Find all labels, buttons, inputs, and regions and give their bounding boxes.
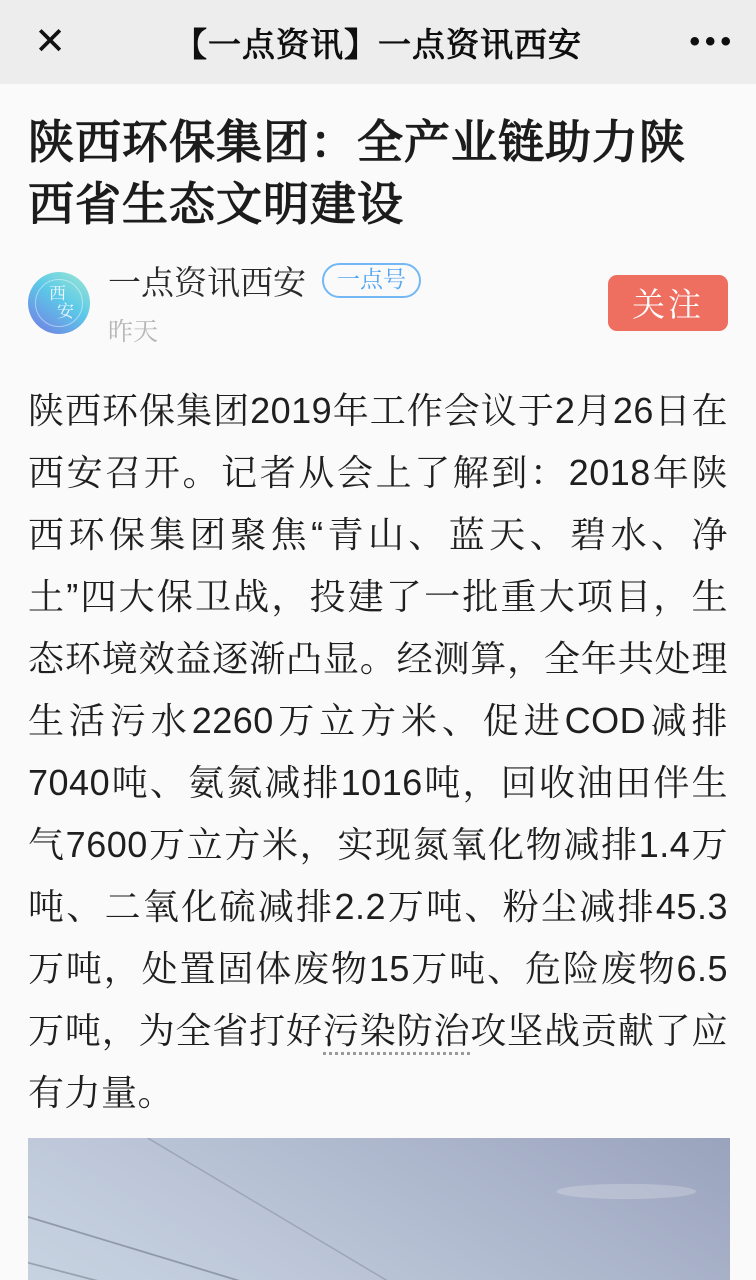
topbar [0,0,756,84]
avatar-char-top: 西 [49,283,66,303]
follow-button[interactable]: 关注 [608,275,728,331]
article-content [0,111,756,1280]
article-photo[interactable] [28,1138,730,1280]
village-mountain-photo [28,1138,730,1280]
close-icon[interactable]: ✕ [34,21,66,63]
avatar-char-bottom: 安 [57,301,74,321]
body-text-before: 陕西环保集团2019年工作会议于2月26日在西安召开。记者从会上了解到：2018年陕西环保集团聚焦“青山、蓝天、碧水、净土”四大保卫战，投建了一批重大项目，生态环境效益逐渐凸显。经测算，全年共处理生活污水2260万立方米、促进COD减排7040吨、氨氮减排1016吨，回收油田伴生气7600万立方米，实现氮氧化物减排1.4万吨、二氧化硫减排2.2万吨、粉尘减排45.3万吨，处置固体废物15万吨、危险废物6.5万吨，为全省打好 [28,390,728,1051]
author-avatar[interactable] [28,272,90,334]
article-body [28,380,728,1124]
keyword-link[interactable]: 污染防治 [323,1010,470,1055]
window-title: 【一点资讯】一点资讯西安 [174,25,582,63]
body-text-after: 攻坚战贡献了应有力量。 [28,1010,728,1113]
author-info [108,257,421,348]
article-title: 陕西环保集团：全产业链助力陕西省生态文明建设 [28,116,686,230]
author-row [28,257,728,348]
author-badge: 一点号 [322,263,421,297]
author-name[interactable]: 一点资讯西安 [108,264,306,301]
publish-time: 昨天 [108,318,159,346]
more-menu-icon[interactable]: ••• [689,25,736,58]
